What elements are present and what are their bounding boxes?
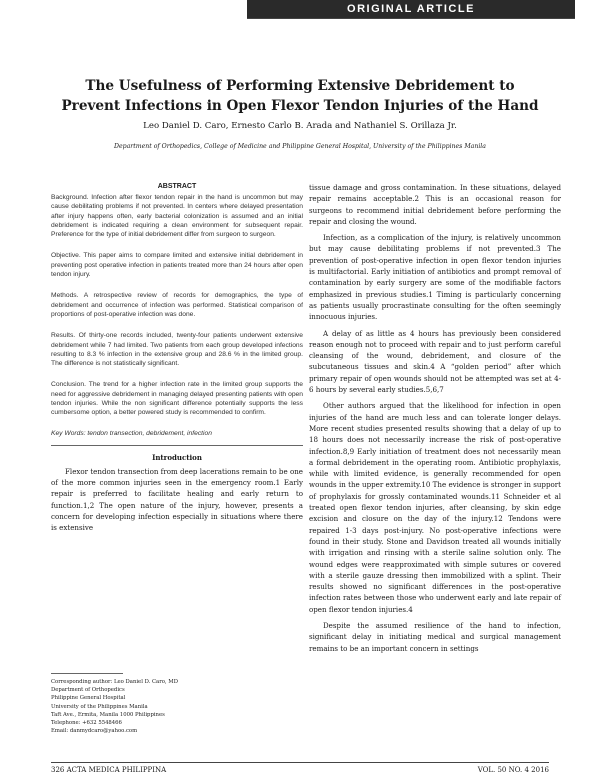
- correspondence-line: Philippine General Hospital: [51, 695, 126, 702]
- body-paragraph: Despite the assumed resilience of the hand to infection, significant delay in initiating medical and surgical management remains to be an important concern in settings: [309, 620, 561, 653]
- article-title: [30, 76, 570, 116]
- abstract-methods: Methods. A retrospective review of records for demographics, the type of debridement and occurrence of infection was performed. Statistical comparison of proportions of post-operative infection was done.: [51, 292, 303, 318]
- abstract-divider: [51, 445, 303, 446]
- abstract-conclusion: Conclusion. The trend for a higher infection rate in the limited group supports the need for aggressive debridement in managing delayed presenting patients with open tendon injuries. While the non significant difference potentially supports the less cumbersome option, a better powered study is recommended to confirm.: [51, 381, 303, 417]
- footer-volume: VOL. 50 NO. 4 2016: [477, 766, 549, 774]
- footer-rule: [51, 762, 549, 763]
- body-paragraph: tissue damage and gross contamination. In these situations, delayed repair remains acceptable.2 This is an occasional reason for surgeons to recommend initial debridement before performing the repair and closing the wound.: [309, 183, 561, 226]
- section-label: ORIGINAL ARTICLE: [247, 0, 575, 18]
- title-line-1: The Usefulness of Performing Extensive Debridement to: [85, 78, 515, 94]
- footer-journal: 326 ACTA MEDICA PHILIPPINA: [51, 766, 167, 774]
- correspondence-line: Taft Ave., Ermita, Manila 1000 Philippines: [51, 711, 165, 718]
- title-line-2: Prevent Infections in Open Flexor Tendon Injuries of the Hand: [61, 98, 539, 114]
- affiliation: Department of Orthopedics, College of Medicine and Philippine General Hospital, University of the Philippines Manila: [114, 143, 486, 150]
- correspondence-line: Corresponding author: Leo Daniel D. Caro, MD: [51, 679, 178, 685]
- abstract-heading: ABSTRACT: [157, 183, 197, 190]
- correspondence-line: Telephone: +632 5548466: [51, 720, 122, 727]
- abstract-results: Results. Of thirty-one records included, twenty-four patients underwent extensive debridement while 7 had limited. Two patients from each group developed infections resulting to 8.3 % infection in the extensive group and 28.6 % in the limited group. The difference is not statistically significant.: [51, 332, 303, 368]
- correspondence-line: University of the Philippines Manila: [51, 703, 148, 710]
- correspondence-line: Department of Orthopedics: [51, 687, 125, 694]
- right-column: [309, 182, 561, 659]
- body-paragraph: Other authors argued that the likelihood for infection in open injuries of the hand are much less and can tolerate longer delays. More recent studies presented results showing that a delay of up to 18 hours does not necessarily increase the risk of post-operative infection.8,9 Early initiation of treatment does not necessarily mean a formal debridement in the operating room. Antibiotic prophylaxis, while with limited evidence, is generally recommended for open wounds in the upper extremity.10 The evidence is stronger in support of prophylaxis for grossly contaminated wounds.11 Schneider et al treated open flexor tendon injuries, after cleansing, by skin edge excision and closure on the day of the injury.12 Tendons were repaired 1-3 days post-injury. No post-operative infections were found in their study. Stone and Davidson treated all wounds initially with irrigation and rinsing with a sterile saline solution only. The wound edges were reapproximated with simple sutures or covered with a sterile gauze dressing then immobilized with a splint. Their results showed no significant differences in the post-operative infection rates between those who underwent early and late repair of open flexor tendon injuries.4: [309, 401, 561, 614]
- introduction-paragraph-1: Flexor tendon transection from deep lacerations remain to be one of the more common injuries seen in the emergency room.1 Early repair is preferred to facilitate healing and early return to function.1,2 The open nature of the injury, however, presents a concern for developing infection especially in situations where there is extensive: [51, 466, 303, 533]
- keywords: Key Words: tendon transection, debridement, infection: [51, 429, 212, 437]
- correspondence-block: [51, 673, 303, 735]
- authors: Leo Daniel D. Caro, Ernesto Carlo B. Arada and Nathaniel S. Orillaza Jr.: [143, 121, 457, 131]
- abstract-objective: Objective. This paper aims to compare limited and extensive initial debridement in preventing post operative infection in patients treated more than 24 hours after open tendon injury.: [51, 252, 303, 279]
- abstract-background: Background. Infection after flexor tendon repair in the hand is uncommon but may cause debilitating problems if not prevented. In centers where delayed presentation after injury happens often, early bacterial colonization is assumed and an initial debridement is indicated requiring a clean environment for subsequent repair. Preference for the type of initial debridement differ from surgeon to surgeon.: [51, 194, 303, 239]
- banner-rule: [247, 18, 575, 19]
- correspondence-email: Email: danmydcaro@yahoo.com: [51, 728, 138, 735]
- body-paragraph: A delay of as little as 4 hours has previously been considered reason enough not to proceed with repair and to just perform careful cleansing of the wound, debridement, and closure of the subcutaneous tissues and skin.4 A “golden period” after which primary repair of open wounds should not be attempted was set at 4-6 hours by several early studies.5,6,7: [309, 328, 561, 395]
- left-column: [51, 183, 303, 538]
- correspondence-rule: [51, 673, 123, 674]
- introduction-heading: Introduction: [152, 452, 202, 462]
- body-paragraph: Infection, as a complication of the injury, is relatively uncommon but may cause debilitating problems if not prevented.3 The prevention of post-operative infection in open flexor tendon injuries is multifactorial. Early initiation of antibiotics and prompt removal of contamination by early surgery are some of the modifiable factors emphasized in previous studies.1 Timing is particularly concerning as patients usually procrastinate consulting for the often seemingly innocuous injuries.: [309, 233, 561, 322]
